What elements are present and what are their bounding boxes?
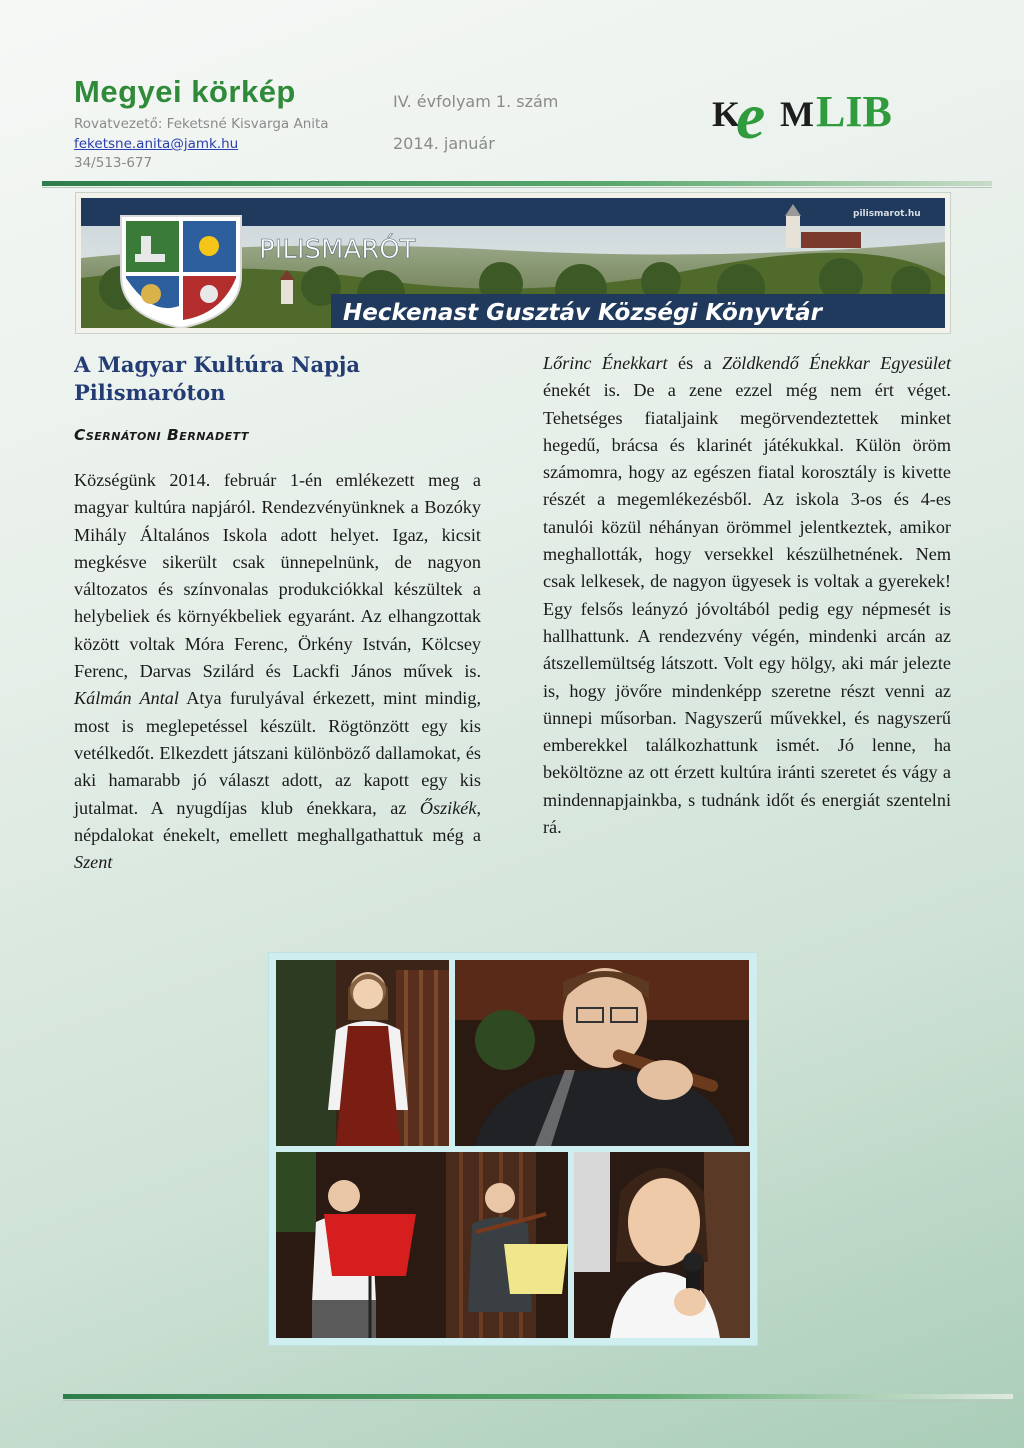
italic-name: Lőrinc Énekkart (543, 353, 668, 373)
logo-e: e (736, 80, 766, 148)
paragraph-text: énekét is. De a zene ezzel még nem ért véget. Tehetséges fiataljaink megörvendeztettek minket hegedű, brácsa és klarinét játékukkal. Külön öröm számomra, hogy az egészen fiatal korosztály is kivette részét a megemlékezésből. Az iskola 3-os és 4-es tanulói közül néhányan örömmel jelentkeztek, amikor meghallották, hogy versekkel készülhetnének. Nem csak lelkesek, de nagyon ügyesek is voltak a gyerekek! Egy felsős leányzó jóvoltából pedig egy népmesét is hallhattunk. A rendezvény végén, mindenki arcán az átszellemültség látszott. Volt egy hölgy, aki már jelezte is, hogy jövőre mindenképp szeretne részt venni az ünnepi műsorban. Nagyszerű művekkel, és nagyszerű emberekkel találkozhattunk ismét. Jó lenne, ha beköltözne az ott érzett kultúra iránti szeretet és vágy a mindennapjainkba, s tudnánk időt és energiát szentelni rá. (543, 380, 951, 838)
italic-name: Szent (74, 852, 113, 873)
header-rule-thin (42, 187, 992, 188)
editor-phone: 34/513-677 (74, 155, 153, 171)
paragraph-text: és a (667, 353, 723, 373)
logo-k: K (712, 94, 741, 134)
photo-girl-reciting (276, 960, 449, 1146)
article-byline: Csernátoni Bernadett (74, 426, 249, 444)
editor-email-link[interactable]: feketsne.anita@jamk.hu (74, 136, 239, 152)
article-column-right (543, 350, 951, 841)
issue-date: 2014. január (393, 134, 495, 153)
footer-rule (63, 1394, 1013, 1399)
issue-number: IV. évfolyam 1. szám (393, 92, 559, 111)
photo-girl-microphone (574, 1152, 750, 1338)
article-title (74, 351, 404, 407)
coat-of-arms-icon (121, 216, 241, 328)
footer-rule-thin (63, 1400, 1013, 1401)
logo-m: M (780, 94, 814, 134)
italic-name: Őszikék (419, 797, 477, 818)
photo-violin-players (276, 1152, 568, 1338)
paragraph-text: , népdalokat énekelt, emellett meghallgathattuk még a (74, 797, 481, 845)
editor-credit: Rovatvezető: Feketsné Kisvarga Anita (74, 116, 329, 132)
photo-man-flute (455, 960, 749, 1146)
kemlib-logo (710, 78, 945, 148)
paragraph-text: Atya furulyával érkezett, mint mindig, most is meglepetéssel készült. Rögtönzött egy kis vetélkedőt. Elkezdett játszani különböző dallamokat, és aki hamarabb jó választ adott, az kapott egy kis jutalmat. A nyugdíjas klub énekkara, az (74, 688, 481, 818)
photo-collage (268, 952, 758, 1346)
banner-image (81, 198, 945, 328)
banner-library-name: Heckenast Gusztáv Községi Könyvtár (343, 300, 822, 326)
header-rule (42, 181, 992, 186)
banner-site: pilismarot.hu (853, 209, 921, 219)
article-column-left (74, 467, 481, 876)
library-banner (75, 192, 951, 334)
banner-place: PILISMARÓT (259, 235, 416, 265)
italic-name: Zöldkendő Énekkar Egyesület (722, 353, 951, 373)
article-title-line2: Pilismaróton (74, 380, 226, 405)
paragraph-text: Községünk 2014. február 1-én emlékezett meg a magyar kultúra napjáról. Rendezvényünknek a Bozóky Mihály Általános Iskola adott helyet. Igaz, kicsit megkésve sikerült csak ünnepelnünk, de nagyon változatos és színvonalas produkciókkal készültek a helybeliek és környékbeliek egyaránt. Az elhangzottak között voltak Móra Ferenc, Örkény István, Kölcsey Ferenc, Darvas Szilárd és Lackfi János művek is. (74, 470, 481, 682)
article-title-line1: A Magyar Kultúra Napja (74, 352, 361, 377)
section-title: Megyei körkép (74, 74, 296, 109)
logo-lib: LIB (816, 87, 892, 136)
italic-name: Kálmán Antal (74, 688, 179, 709)
